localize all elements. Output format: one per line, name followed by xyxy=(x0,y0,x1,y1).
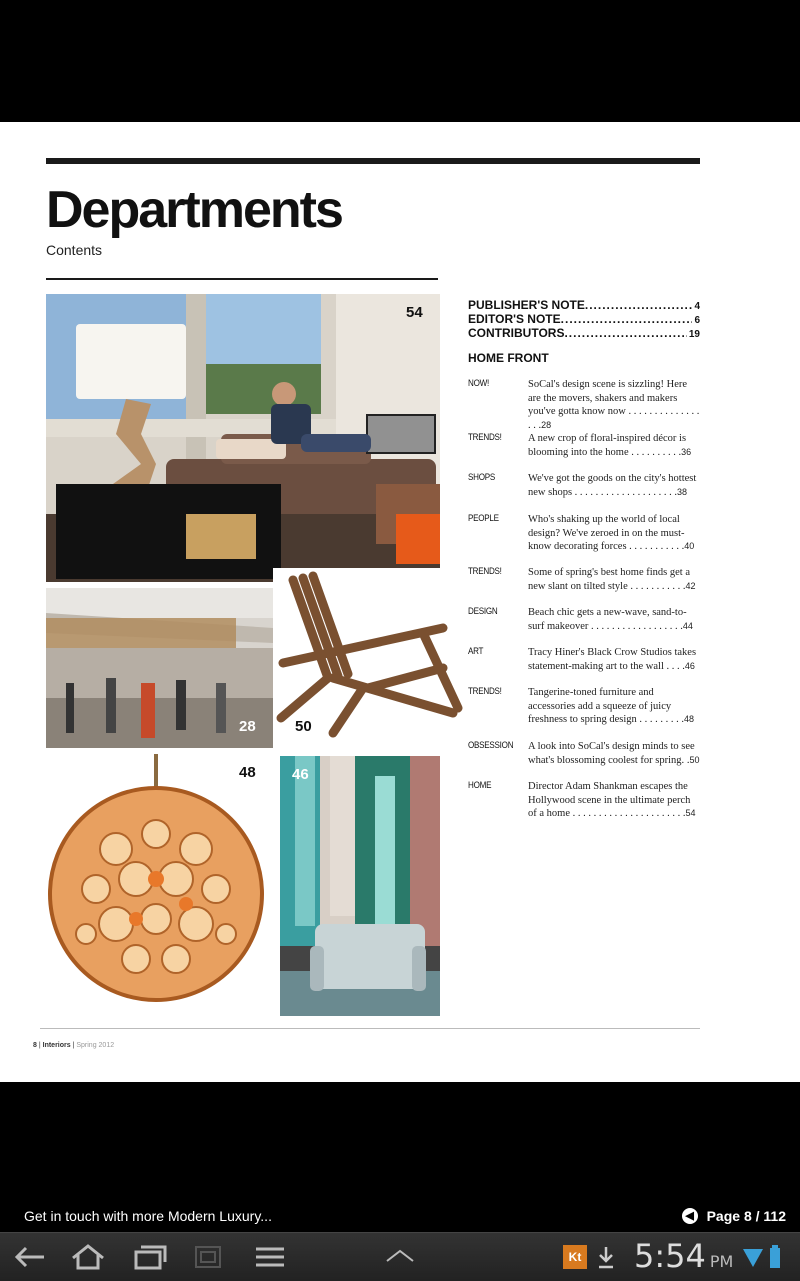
page-title: Departments xyxy=(46,181,342,239)
entry-description: A look into SoCal's design minds to see what's blossoming coolest for spring. .50 xyxy=(528,741,700,766)
photo-page-number: 48 xyxy=(239,764,256,781)
entry-description: Tracy Hiner's Black Crow Studios takes statement-making art to the wall . . . .46 xyxy=(528,647,697,672)
entry-description: Some of spring's best home finds get a new slant on tilted style . . . . . . . . . . .42 xyxy=(528,567,696,592)
photo-page-number: 46 xyxy=(292,766,309,783)
app-notification-icon[interactable]: Kt xyxy=(563,1245,587,1269)
entry-description: Who's shaking up the world of local design? We've zeroed in on the must-know decorating forces . . . . . . . . . . .40 xyxy=(528,514,695,552)
section-heading: HOME FRONT xyxy=(468,351,549,365)
menu-icon[interactable] xyxy=(250,1241,290,1273)
download-icon[interactable] xyxy=(594,1241,618,1273)
mid-rule xyxy=(46,278,438,280)
page-indicator-label: Page 8 / 112 xyxy=(706,1208,786,1224)
entry-category: NOW! xyxy=(468,378,489,389)
photo-page-number: 54 xyxy=(406,304,423,321)
entry-category: DESIGN xyxy=(468,606,498,617)
bottom-rule xyxy=(40,1028,700,1029)
entry-description: Director Adam Shankman escapes the Hollywood scene in the ultimate perch of a home . . . . . . . . . . . . . . . . . . . . . .54 xyxy=(528,781,696,819)
battery-icon xyxy=(768,1241,782,1273)
wifi-icon xyxy=(742,1241,764,1273)
photo-pendant-lamp xyxy=(46,754,273,1008)
page-subtitle: Contents xyxy=(46,242,103,258)
chevron-left-icon[interactable]: ◀ xyxy=(682,1208,698,1224)
entry-category: ART xyxy=(468,646,484,657)
entry-category: TRENDS! xyxy=(468,686,502,697)
entry-category: HOME xyxy=(468,780,492,791)
entry-category: OBSESSION xyxy=(468,740,514,751)
toc-item[interactable]: EDITOR'S NOTE ..... 6 xyxy=(468,312,700,326)
entry-description: Beach chic gets a new-wave, sand-to-surf makeover . . . . . . . . . . . . . . . . . .44 xyxy=(528,607,693,632)
reader-status-bar xyxy=(0,1196,800,1232)
chevron-up-icon[interactable] xyxy=(380,1241,420,1273)
back-arrow-icon[interactable] xyxy=(10,1241,50,1273)
folio: 8 | Interiors | Spring 2012 xyxy=(33,1042,115,1049)
photo-design-hall xyxy=(46,588,273,748)
toc-top-list xyxy=(468,298,700,340)
magazine-page[interactable] xyxy=(0,122,800,1082)
home-icon[interactable] xyxy=(68,1241,108,1273)
promo-link[interactable]: Get in touch with more Modern Luxury... xyxy=(24,1208,272,1224)
recent-apps-icon[interactable] xyxy=(130,1241,170,1273)
entry-description: A new crop of floral-inspired décor is blooming into the home . . . . . . . . . .36 xyxy=(528,433,692,458)
system-navigation-bar xyxy=(0,1232,800,1281)
top-rule xyxy=(46,158,700,164)
system-clock: 5:54 PM xyxy=(634,1237,734,1275)
photo-living-room xyxy=(46,294,440,582)
photo-page-number: 28 xyxy=(239,718,256,735)
entry-category: TRENDS! xyxy=(468,566,502,577)
photo-wooden-chair xyxy=(273,568,463,748)
entry-description: Tangerine-toned furniture and accessories add a squeeze of juicy freshness to spring design . . . . . . . . .48 xyxy=(528,687,695,725)
entry-category: TRENDS! xyxy=(468,432,502,443)
photo-page-number: 50 xyxy=(295,718,312,735)
screenshot-icon[interactable] xyxy=(188,1241,228,1273)
toc-item[interactable]: CONTRIBUTORS ..... 19 xyxy=(468,326,700,340)
photo-art-armchair xyxy=(280,756,440,1016)
entry-category: SHOPS xyxy=(468,472,496,483)
entry-description: SoCal's design scene is sizzling! Here are the movers, shakers and makers you've gotta know now . . . . . . . . . . . . . . . . .28 xyxy=(528,379,700,431)
entry-description: We've got the goods on the city's hottest new shops . . . . . . . . . . . . . . . . . . . .38 xyxy=(528,473,697,498)
entry-category: PEOPLE xyxy=(468,513,499,524)
page-indicator[interactable] xyxy=(682,1208,786,1224)
toc-item[interactable]: PUBLISHER'S NOTE ..... 4 xyxy=(468,298,700,312)
